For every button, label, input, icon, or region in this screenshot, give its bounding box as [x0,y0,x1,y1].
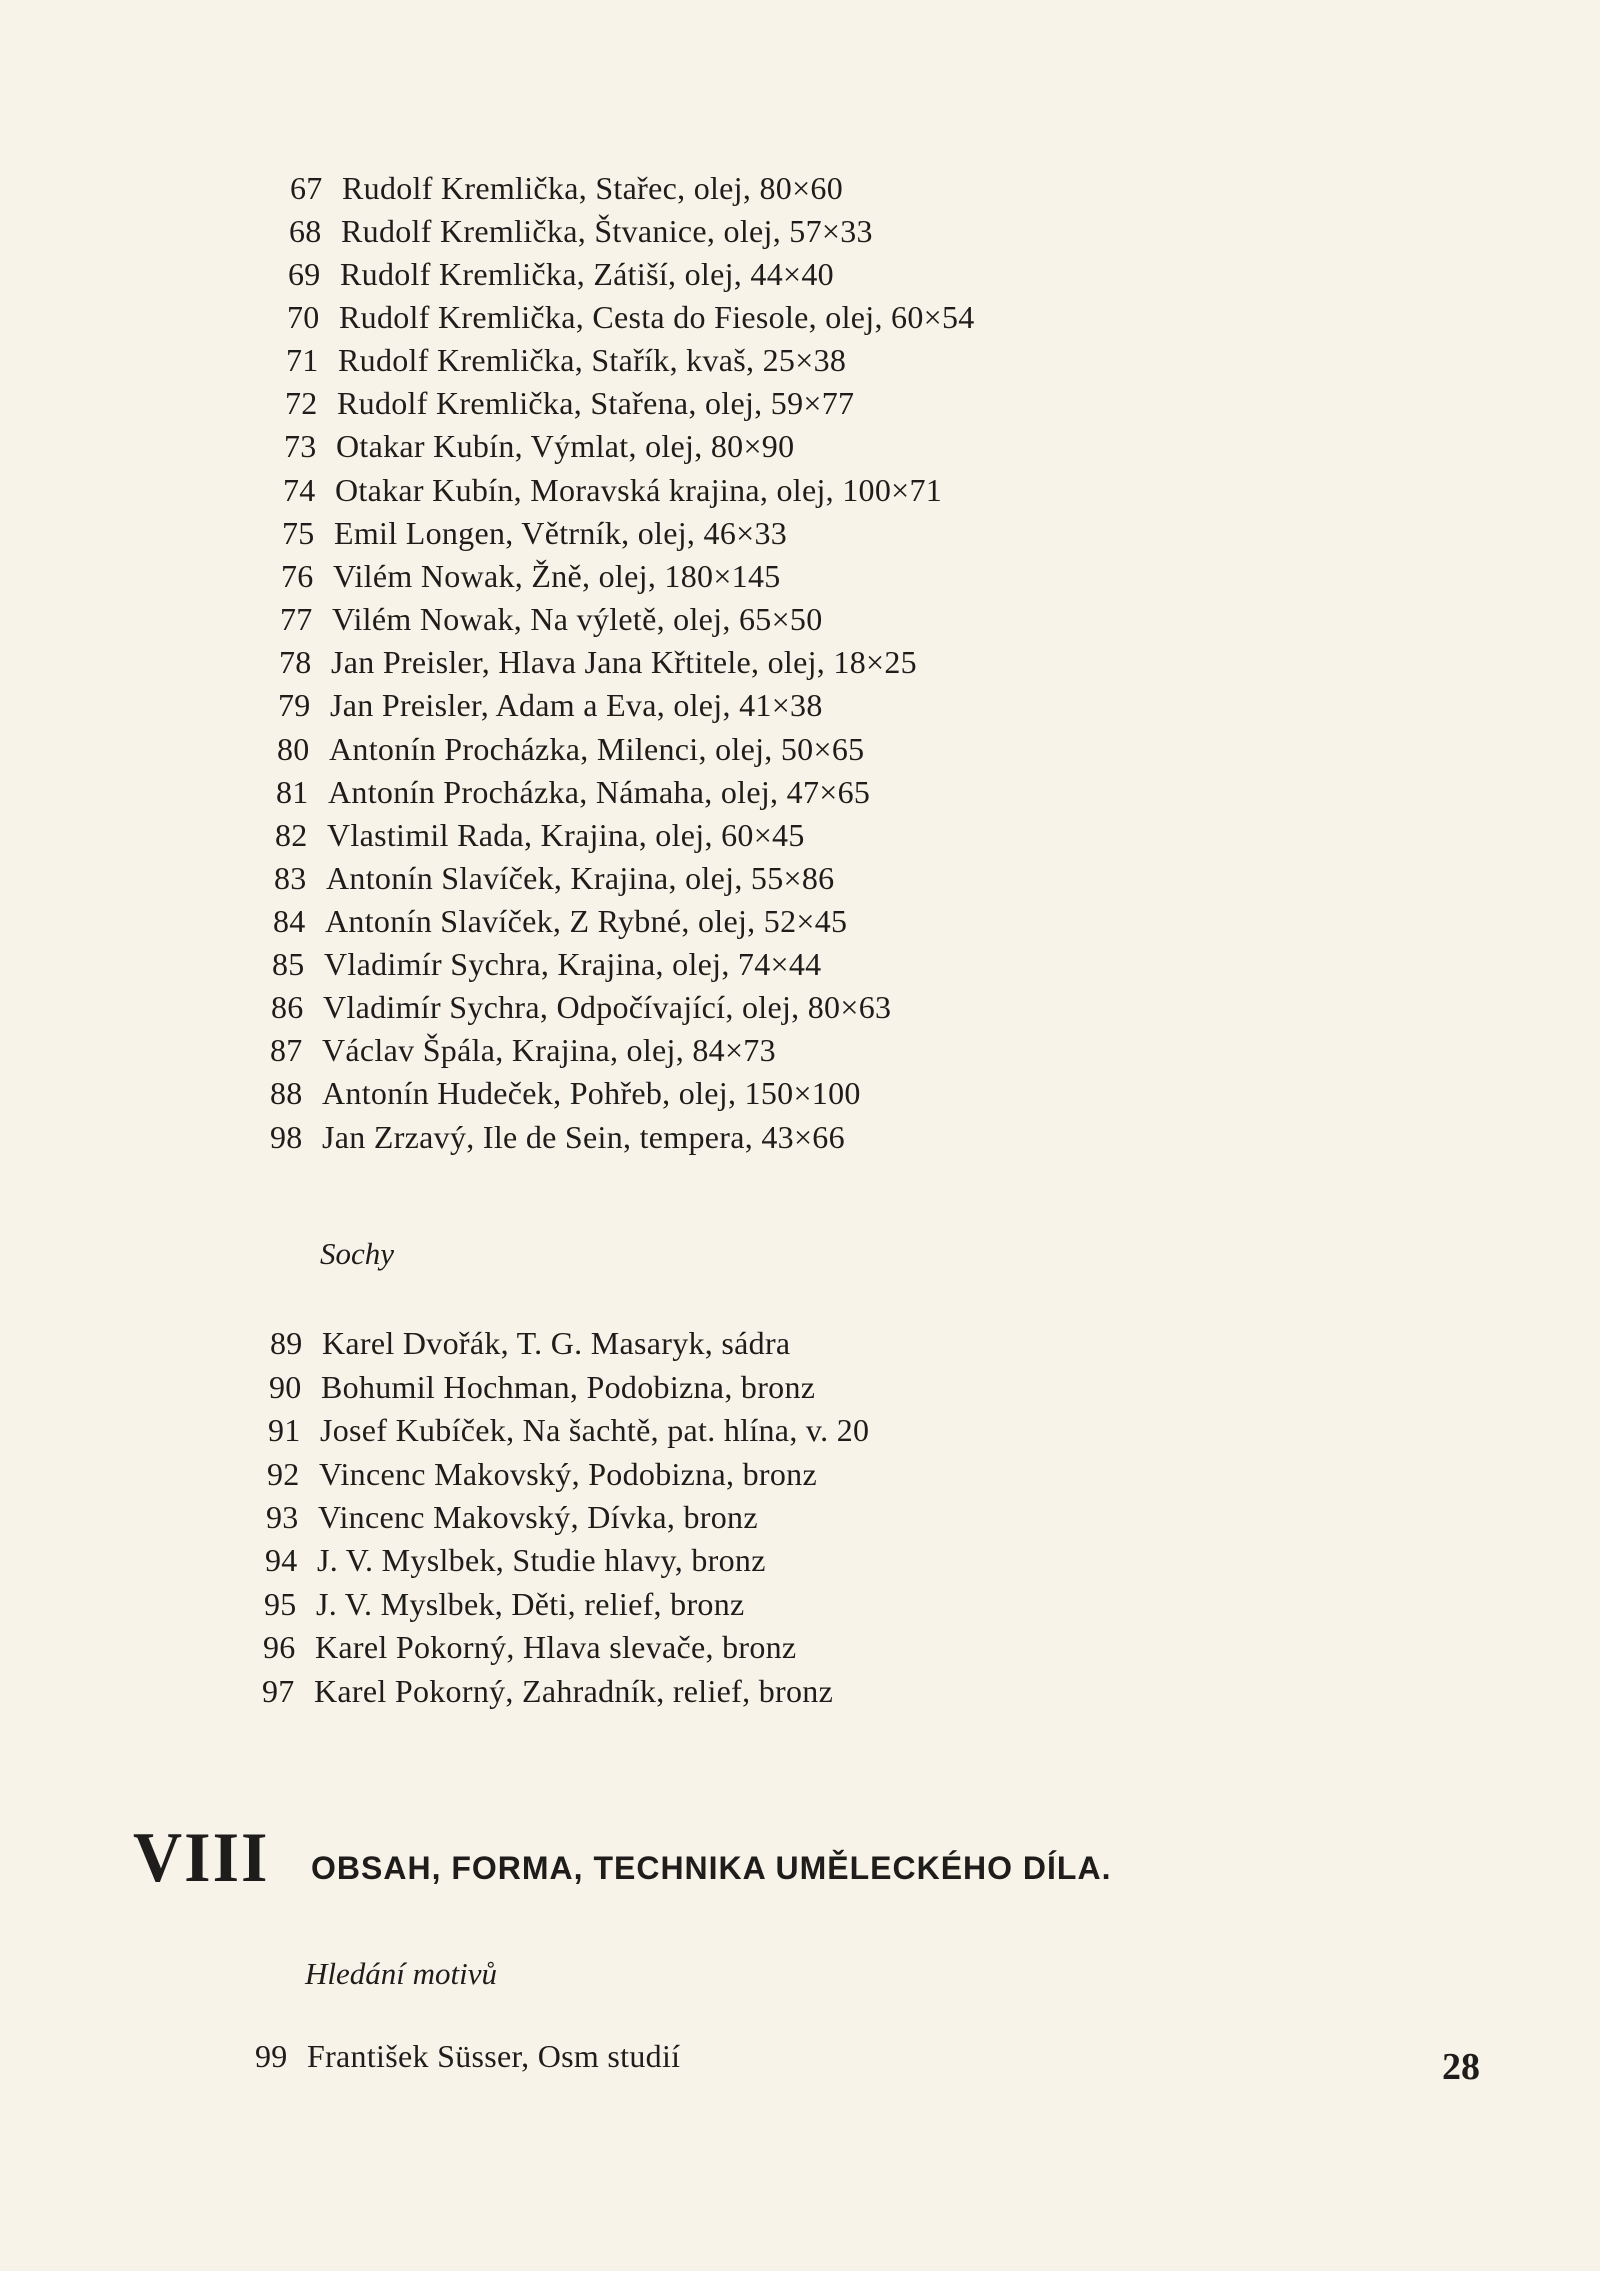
entry-text: Vladimír Sychra, Odpočívající, olej, 80×63 [323,989,892,1025]
entry-number: 73 [284,428,317,464]
entry-text: Jan Zrzavý, Ile de Sein, tempera, 43×66 [322,1119,845,1155]
page-number: 28 [1442,2046,1480,2088]
entry-text: Antonín Procházka, Milenci, olej, 50×65 [329,731,865,767]
entry-text: Rudolf Kremlička, Štvanice, olej, 57×33 [341,213,873,249]
entry-text: Vladimír Sychra, Krajina, olej, 74×44 [324,946,822,982]
entry-number: 95 [264,1586,297,1622]
list-item [255,2040,680,2072]
list-item [267,1458,817,1490]
list-item [275,819,805,851]
list-item [276,776,870,808]
entry-number: 80 [277,731,310,767]
list-item [274,862,834,894]
list-item [277,733,864,765]
entry-text: Rudolf Kremlička, Stařena, olej, 59×77 [337,385,855,421]
entry-text: Otakar Kubín, Moravská krajina, olej, 100×71 [335,472,943,508]
entry-number: 94 [265,1542,298,1578]
entry-text: Jan Preisler, Hlava Jana Křtitele, olej, 18×25 [331,644,917,680]
list-item [269,1371,815,1403]
list-item [289,215,873,247]
entry-text: Karel Pokorný, Zahradník, relief, bronz [314,1673,834,1709]
entry-text: J. V. Myslbek, Děti, relief, bronz [316,1586,745,1622]
list-item [265,1544,766,1576]
entry-number: 78 [279,644,312,680]
entry-text: Jan Preisler, Adam a Eva, olej, 41×38 [330,687,823,723]
list-item [263,1631,796,1663]
entry-number: 81 [276,774,309,810]
entry-text: Antonín Hudeček, Pohřeb, olej, 150×100 [322,1075,861,1111]
list-item [270,1077,861,1109]
entry-number: 96 [263,1629,296,1665]
entry-number: 97 [262,1673,295,1709]
list-item [272,948,821,980]
entry-number: 77 [280,601,313,637]
entry-number: 90 [269,1369,302,1405]
list-item [278,689,823,721]
entry-number: 75 [282,515,315,551]
entry-text: Vlastimil Rada, Krajina, olej, 60×45 [327,817,805,853]
entry-number: 68 [289,213,322,249]
entry-text: František Süsser, Osm studií [307,2038,681,2074]
entry-number: 69 [288,256,321,292]
list-item [282,517,787,549]
entry-number: 88 [270,1075,303,1111]
list-item [270,1327,790,1359]
entry-text: J. V. Myslbek, Studie hlavy, bronz [317,1542,766,1578]
entry-number: 82 [275,817,308,853]
list-item [285,387,854,419]
section-title: OBSAH, FORMA, TECHNIKA UMĚLECKÉHO DÍLA. [311,1850,1112,1886]
list-item [286,344,846,376]
entry-text: Otakar Kubín, Výmlat, olej, 80×90 [336,428,795,464]
entry-number: 99 [255,2038,288,2074]
entry-number: 93 [266,1499,299,1535]
section-number: VIII [133,1817,270,1897]
entry-number: 71 [286,342,319,378]
entry-number: 92 [267,1456,300,1492]
entry-number: 98 [270,1119,303,1155]
list-item [288,258,834,290]
entry-text: Antonín Slavíček, Z Rybné, olej, 52×45 [325,903,848,939]
list-item [268,1414,869,1446]
list-item [266,1501,758,1533]
entry-text: Rudolf Kremlička, Zátiší, olej, 44×40 [340,256,834,292]
entry-number: 70 [287,299,320,335]
entry-text: Bohumil Hochman, Podobizna, bronz [321,1369,816,1405]
motifs-heading: Hledání motivů [305,1956,497,1991]
list-item [287,301,975,333]
entry-text: Emil Longen, Větrník, olej, 46×33 [334,515,788,551]
entry-text: Antonín Procházka, Námaha, olej, 47×65 [328,774,871,810]
list-item [262,1675,833,1707]
list-item [281,560,781,592]
list-item [280,603,823,635]
entry-number: 74 [283,472,316,508]
list-item [273,905,847,937]
list-item [290,172,843,204]
entry-text: Vincenc Makovský, Dívka, bronz [318,1499,758,1535]
list-item [264,1588,745,1620]
entry-number: 91 [268,1412,301,1448]
entry-text: Rudolf Kremlička, Cesta do Fiesole, olej, 60×54 [339,299,975,335]
entry-number: 89 [270,1325,303,1361]
entry-number: 72 [285,385,318,421]
entry-number: 67 [290,170,323,206]
list-item [270,1121,845,1153]
entry-number: 86 [271,989,304,1025]
entry-text: Václav Špála, Krajina, olej, 84×73 [322,1032,776,1068]
list-item [283,474,942,506]
sculptures-heading: Sochy [320,1236,395,1271]
entry-number: 84 [273,903,306,939]
entry-text: Karel Dvořák, T. G. Masaryk, sádra [322,1325,791,1361]
list-item [271,991,891,1023]
entry-number: 79 [278,687,311,723]
entry-number: 87 [270,1032,303,1068]
entry-text: Rudolf Kremlička, Stařík, kvaš, 25×38 [338,342,847,378]
entry-text: Vilém Nowak, Na výletě, olej, 65×50 [332,601,823,637]
list-item [270,1034,776,1066]
list-item [284,430,794,462]
entry-number: 83 [274,860,307,896]
entry-text: Josef Kubíček, Na šachtě, pat. hlína, v. 20 [320,1412,870,1448]
entry-text: Vincenc Makovský, Podobizna, bronz [319,1456,817,1492]
list-item [279,646,917,678]
entry-text: Antonín Slavíček, Krajina, olej, 55×86 [326,860,835,896]
entry-text: Rudolf Kremlička, Stařec, olej, 80×60 [342,170,844,206]
entry-text: Vilém Nowak, Žně, olej, 180×145 [333,558,781,594]
entry-number: 76 [281,558,314,594]
entry-text: Karel Pokorný, Hlava slevače, bronz [315,1629,797,1665]
entry-number: 85 [272,946,305,982]
